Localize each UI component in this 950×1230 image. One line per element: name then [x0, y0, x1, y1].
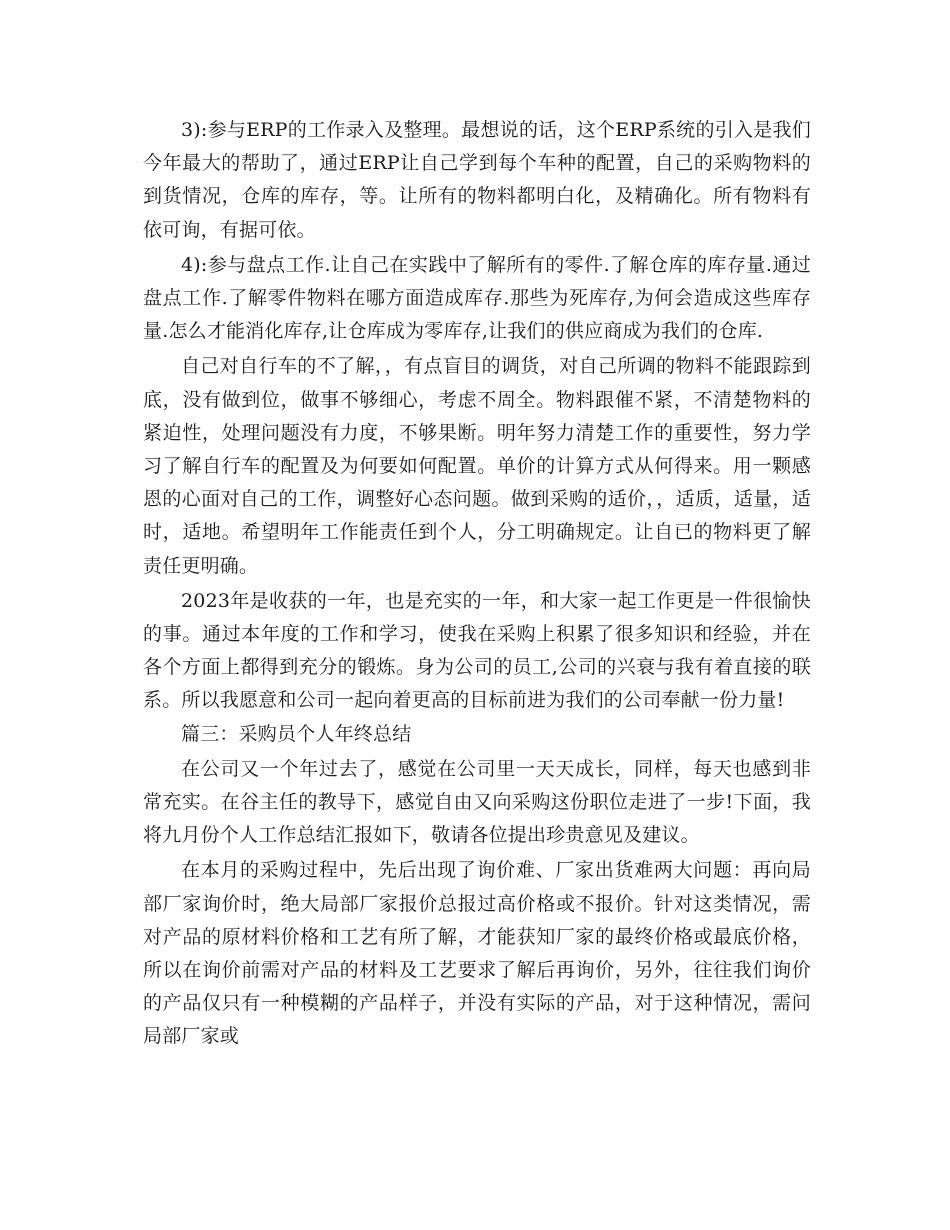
- document-body: [143, 114, 811, 1054]
- paragraph-erp: 3):参与ERP的工作录入及整理。最想说的话，这个ERP系统的引入是我们今年最大的帮助了，通过ERP让自己学到每个车种的配置，自己的采购物料的到货情况，仓库的库存，等。让所有的物料都明白化，及精确化。所有物料有依可询，有据可依。: [143, 119, 811, 241]
- paragraph-year-summary: 2023年是收获的一年，也是充实的一年，和大家一起工作更是一件很愉快的事。通过本年度的工作和学习，使我在采购上积累了很多知识和经验，并在各个方面上都得到充分的锻炼。身为公司的员工,公司的兴衰与我有着直接的联系。所以我愿意和公司一起向着更高的目标前进为我们的公司奉献一份力量!: [143, 589, 811, 712]
- paragraph-purchasing: 在本月的采购过程中，先后出现了询价难、厂家出货难两大问题：再向局部厂家询价时，绝大局部厂家报价总报过高价格或不报价。针对这类情况，需对产品的原材料价格和工艺有所了解，才能获知厂家的最终价格或最底价格，所以在询价前需对产品的材料及工艺要求了解后再询价，另外，往往我们询价的产品仅只有一种模糊的产品样子，并没有实际的产品，对于这种情况，需问局部厂家或: [143, 859, 811, 1048]
- paragraph-inventory: 4):参与盘点工作.让自己在实践中了解所有的零件.了解仓库的库存量.通过盘点工作.了解零件物料在哪方面造成库存.那些为死库存,为何会造成这些库存量.怎么才能消化库存,让仓库成为零库存,让我们的供应商成为我们的仓库.: [143, 253, 811, 343]
- section-heading: 篇三：采购员个人年终总结: [181, 722, 412, 745]
- paragraph-intro: 在公司又一个年过去了，感觉在公司里一天天成长，同样，每天也感到非常充实。在谷主任的教导下，感觉自由又向采购这份职位走进了一步!下面，我将九月份个人工作总结汇报如下，敬请各位提出珍贵意见及建议。: [143, 757, 811, 847]
- paragraph-self-review: 自己对自行车的不了解，，有点盲目的调货，对自己所调的物料不能跟踪到底，没有做到位，做事不够细心，考虑不周全。物料跟催不紧，不清楚物料的紧迫性，处理问题没有力度，不够果断。明年努力清楚工作的重要性，努力学习了解自行车的配置及为何要如何配置。单价的计算方式从何得来。用一颗感恩的心面对自己的工作，调整好心态问题。做到采购的适价，，适质，适量，适时，适地。希望明年工作能责任到个人，分工明确规定。让自已的物料更了解责任更明确。: [143, 355, 811, 577]
